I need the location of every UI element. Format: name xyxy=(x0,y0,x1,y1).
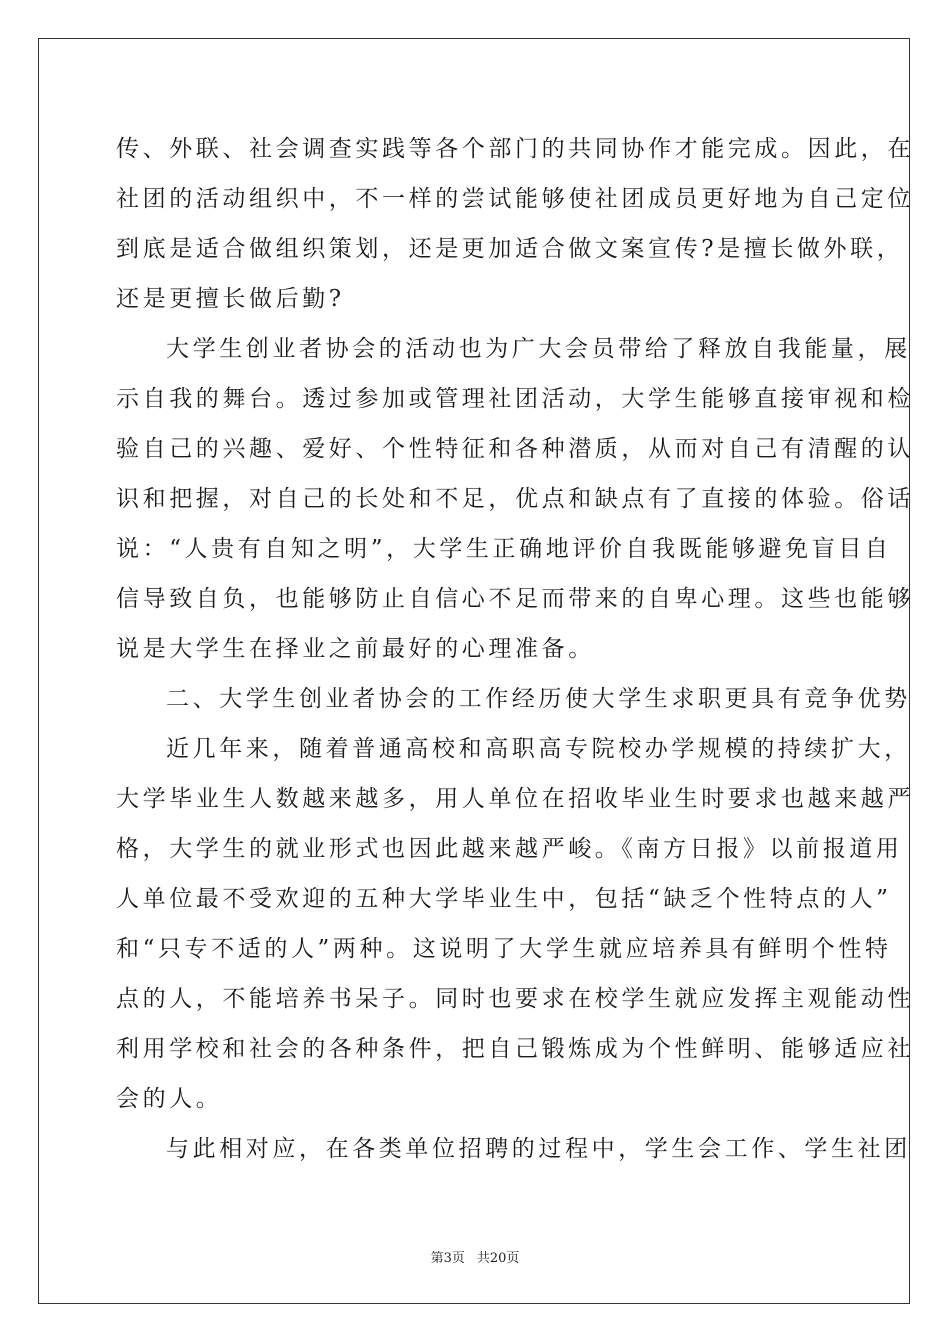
text-line: 识和把握，对自己的长处和不足，优点和缺点有了直接的体验。俗话 xyxy=(116,486,914,512)
text-line: 示自我的舞台。透过参加或管理社团活动，大学生能够直接审视和检 xyxy=(116,386,914,412)
text-line: 会的人。 xyxy=(116,1086,223,1112)
text-line: 社团的活动组织中，不一样的尝试能够使社团成员更好地为自己定位 xyxy=(116,186,914,212)
text-line: 利用学校和社会的各种条件，把自己锻炼成为个性鲜明、能够适应社 xyxy=(116,1036,914,1062)
text-line: 说是大学生在择业之前最好的心理准备。 xyxy=(116,636,595,662)
text-line: 信导致自负，也能够防止自信心不足而带来的自卑心理。这些也能够 xyxy=(116,586,914,612)
document-body xyxy=(116,124,914,1174)
text-line: 到底是适合做组织策划，还是更加适合做文案宣传?是擅长做外联， xyxy=(116,236,904,262)
page-footer xyxy=(0,1247,950,1266)
paragraph xyxy=(116,724,914,1124)
text-line: 还是更擅长做后勤? xyxy=(116,286,345,312)
paragraph xyxy=(116,324,914,674)
text-line: 说：“人贵有自知之明”，大学生正确地评价自我既能够避免盲目自 xyxy=(116,536,892,562)
page-number: 第3页 xyxy=(430,1251,465,1266)
paragraph xyxy=(116,124,914,324)
text-line: 人单位最不受欢迎的五种大学毕业生中，包括“缺乏个性特点的人” xyxy=(116,886,892,912)
text-line: 传、外联、社会调查实践等各个部门的共同协作才能完成。因此，在 xyxy=(116,136,914,162)
text-line: 和“只专不适的人”两种。这说明了大学生就应培养具有鲜明个性特 xyxy=(116,936,892,962)
text-line: 格，大学生的就业形式也因此越来越严峻。《南方日报》以前报道用 xyxy=(116,836,903,862)
section-heading xyxy=(116,674,911,724)
paragraph xyxy=(116,1124,911,1174)
text-line: 大学毕业生人数越来越多，用人单位在招收毕业生时要求也越来越严 xyxy=(116,786,914,812)
page-total: 共20页 xyxy=(476,1251,520,1266)
text-line: 验自己的兴趣、爱好、个性特征和各种潜质，从而对自己有清醒的认 xyxy=(116,436,914,462)
text-line: 二、大学生创业者协会的工作经历使大学生求职更具有竞争优势 xyxy=(166,686,911,712)
text-line: 近几年来，随着普通高校和高职高专院校办学规模的持续扩大， xyxy=(166,736,911,762)
text-line: 大学生创业者协会的活动也为广大会员带给了释放自我能量，展 xyxy=(166,336,911,362)
text-line: 与此相对应，在各类单位招聘的过程中，学生会工作、学生社团 xyxy=(166,1136,911,1162)
text-line: 点的人，不能培养书呆子。同时也要求在校学生就应发挥主观能动性 xyxy=(116,986,914,1012)
